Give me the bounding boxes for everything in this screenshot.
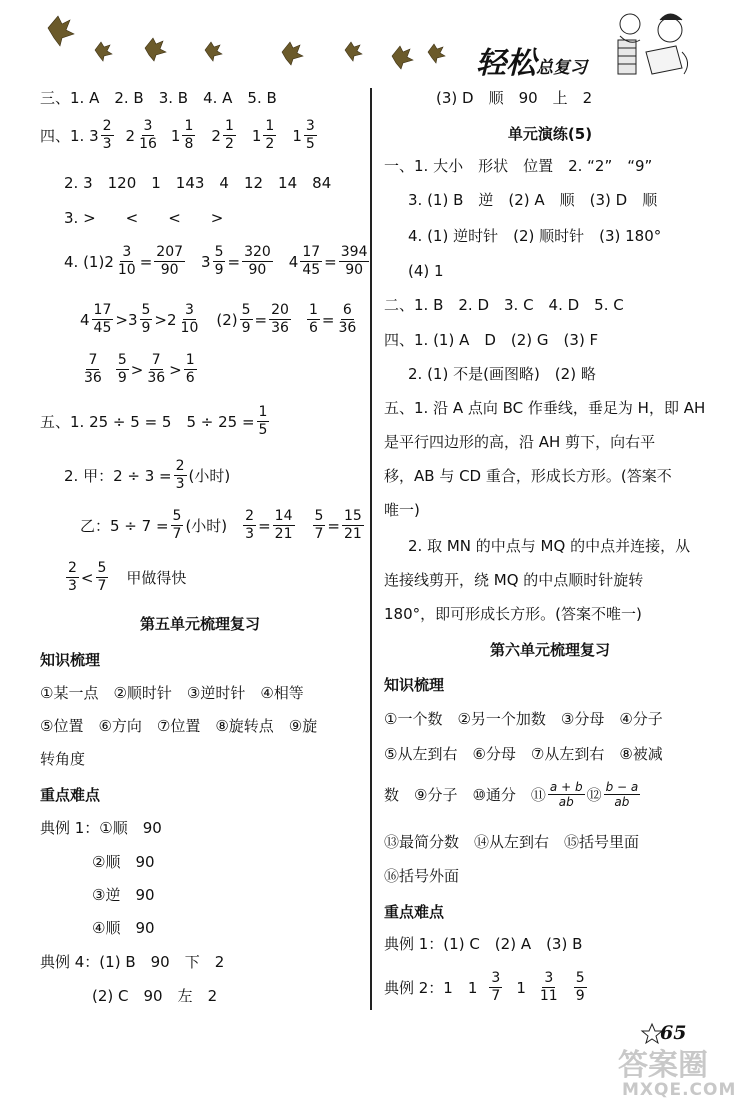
- fraction: $\frac{5}{9}$: [575, 970, 585, 1004]
- answer-line: 2. (1) 不是(画图略) (2) 略: [408, 365, 596, 383]
- knowledge-line: 数 ⑨分子 ⑩通分 ⑪ $\frac{a + b}{ab}$ ⑫ $\frac{b - a}{ab}$: [384, 780, 639, 809]
- answer-s4-4-order: $\frac{7}{36}$ $\frac{5}{9}$ > $\frac{7}{36}$ > $\frac{1}{6}$: [84, 352, 195, 386]
- answer-s4-1: 四、1. 3 $\frac{2}{3}$ 2 $\frac{3}{16}$ 1 $\frac{1}{8}$ 2 $\frac{1}{2}$ 1 $\frac{1}{2}$ 1 $\frac{3}{5}$: [40, 118, 315, 152]
- fraction: $\frac{20}{36}$: [271, 302, 289, 336]
- knowledge-line: ⑤位置 ⑥方向 ⑦位置 ⑧旋转点 ⑨旋: [40, 717, 318, 735]
- unit6-title: 第六单元梳理复习: [489, 641, 610, 659]
- brand-small: 总复习: [536, 58, 587, 78]
- knowledge-line: ①一个数 ②另一个加数 ③分母 ④分子: [384, 710, 663, 728]
- knowledge-line: 转角度: [40, 750, 86, 768]
- fraction: $\frac{1}{8}$: [184, 118, 194, 152]
- fraction: $\frac{5}{9}$: [214, 244, 224, 278]
- leaf-decoration: [0, 0, 750, 88]
- answer-s5-2: 2. 甲：2 ÷ 3 = $\frac{2}{3}$ (小时): [64, 458, 231, 492]
- column-divider: [370, 88, 372, 1010]
- answer-line: 3. (1) B 逆 (2) A 顺 (3) D 顺: [408, 191, 658, 209]
- answer-line: 一、1. 大小 形状 位置 2. “2” “9”: [384, 157, 653, 175]
- fraction: $\frac{3}{5}$: [305, 118, 315, 152]
- answer-s5-1: 五、1. 25 ÷ 5 = 5 5 ÷ 25 = $\frac{1}{5}$: [40, 404, 268, 438]
- fraction: $\frac{2}{3}$: [175, 458, 185, 492]
- answer-s5-3: $\frac{2}{3}$ < $\frac{5}{7}$ 甲做得快: [68, 560, 187, 594]
- fraction: $\frac{5}{9}$: [141, 302, 151, 336]
- answer-line: 是平行四边形的高，沿 AH 剪下，向右平: [384, 433, 656, 451]
- knowledge-line: ⑤从左到右 ⑥分母 ⑦从左到右 ⑧被减: [384, 745, 663, 763]
- answer-line: (4) 1: [408, 262, 444, 280]
- example-line: (2) C 90 左 2: [92, 987, 218, 1005]
- brand-big: 轻松: [476, 46, 536, 81]
- answer-s4-2: 2. 3 120 1 143 4 12 14 84: [64, 174, 332, 192]
- fraction: $\frac{1}{2}$: [224, 118, 234, 152]
- fraction: $\frac{3}{7}$: [491, 970, 501, 1004]
- knowledge-line: ⑬最简分数 ⑭从左到右 ⑮括号里面: [384, 833, 640, 851]
- key-points-heading: 重点难点: [384, 903, 445, 921]
- fraction: $\frac{2}{3}$: [68, 560, 77, 594]
- example-line: 典例 4：(1) B 90 下 2: [40, 953, 225, 971]
- leaf-icon: [205, 42, 222, 61]
- answer-line: 唯一): [384, 501, 420, 519]
- fraction: $\frac{17}{45}$: [302, 244, 321, 278]
- fraction: $\frac{3}{10}$: [117, 244, 136, 278]
- fraction: $\frac{15}{21}$: [344, 508, 362, 542]
- answer-line: 180°，即可形成长方形。(答案不唯一): [384, 605, 642, 623]
- knowledge-line: ①某一点 ②顺时针 ③逆时针 ④相等: [40, 684, 304, 702]
- fraction: $\frac{5}{7}$: [314, 508, 324, 542]
- answer-s3: 三、1. A 2. B 3. B 4. A 5. B: [40, 89, 277, 107]
- leaf-icon: [282, 42, 303, 65]
- answer-line: 连接线剪开，绕 MQ 的中点顺时针旋转: [384, 571, 644, 589]
- answer-s4-3: 3. > < < >: [64, 209, 224, 227]
- answer-s5-2b: 乙：5 ÷ 7 = $\frac{5}{7}$ (小时) $\frac{2}{3}$ = $\frac{14}{21}$ $\frac{5}{7}$ = $\frac{15}{21}$: [80, 508, 362, 542]
- example-line: 典例 1：(1) C (2) A (3) B: [384, 935, 583, 953]
- answer-line: 移，AB 与 CD 重合，形成长方形。(答案不: [384, 467, 672, 485]
- answer-line: 4. (1) 逆时针 (2) 顺时针 (3) 180°: [408, 227, 662, 245]
- answer-line: 四、1. (1) A D (2) G (3) F: [384, 331, 599, 349]
- answer-line: 二、1. B 2. D 3. C 4. D 5. C: [384, 296, 624, 314]
- example-line: ②顺 90: [92, 853, 155, 871]
- header-band: [0, 0, 750, 88]
- answer-s4-4: 4. (1) 2 $\frac{3}{10}$ = $\frac{207}{90}$ 3 $\frac{5}{9}$ = $\frac{320}{90}$ 4 $\frac{17}{45}$ = $\frac{394}{90}$: [64, 244, 368, 278]
- leaf-icon: [345, 42, 362, 61]
- fraction: $\frac{5}{9}$: [117, 352, 127, 386]
- knowledge-line: ⑯括号外面: [384, 867, 460, 885]
- watermark-text: 答案圈: [618, 1048, 708, 1083]
- fraction: $\frac{a + b}{ab}$: [549, 780, 583, 809]
- page-number: 65: [660, 1022, 687, 1044]
- example-line: ④顺 90: [92, 919, 155, 937]
- example-line: 典例 2：1 1 $\frac{3}{7}$ 1 $\frac{3}{11}$ $\frac{5}{9}$: [384, 970, 585, 1004]
- leaf-icon: [48, 16, 74, 46]
- leaf-icon: [392, 46, 413, 69]
- fraction: $\frac{320}{90}$: [244, 244, 271, 278]
- example-line: 典例 1：①顺 90: [40, 819, 162, 837]
- knowledge-heading: 知识梳理: [384, 676, 445, 694]
- answer-s4-4-compare: 4 $\frac{17}{45}$ > 3 $\frac{5}{9}$ > 2 $\frac{3}{10}$ (2) $\frac{5}{9}$ = $\frac{20}{36}$ $\frac{1}{6}$ = $\frac{6}{36}$: [80, 302, 357, 336]
- fraction: $\frac{2}{3}$: [245, 508, 255, 542]
- fraction: $\frac{1}{6}$: [185, 352, 195, 386]
- fraction: $\frac{2}{3}$: [102, 118, 112, 152]
- fraction: $\frac{3}{10}$: [180, 302, 199, 336]
- fraction: $\frac{b - a}{ab}$: [605, 780, 639, 809]
- children-reading-illustration: [618, 14, 688, 74]
- watermark-url: MXQE.COM: [622, 1080, 737, 1100]
- answer-line: (3) D 顺 90 上 2: [436, 89, 593, 107]
- fraction: $\frac{1}{2}$: [265, 118, 275, 152]
- fraction: $\frac{1}{6}$: [308, 302, 318, 336]
- fraction: $\frac{7}{36}$: [147, 352, 166, 386]
- brand-logo: [476, 38, 587, 82]
- drill-title: 单元演练(5): [507, 125, 593, 143]
- key-points-heading: 重点难点: [40, 786, 101, 804]
- fraction: $\frac{14}{21}$: [274, 508, 293, 542]
- fraction: $\frac{6}{36}$: [338, 302, 357, 336]
- unit5-title: 第五单元梳理复习: [139, 615, 260, 633]
- fraction: $\frac{17}{45}$: [93, 302, 112, 336]
- knowledge-heading: 知识梳理: [40, 651, 101, 669]
- fraction: $\frac{5}{7}$: [172, 508, 182, 542]
- fraction: $\frac{394}{90}$: [340, 244, 368, 278]
- example-line: ③逆 90: [92, 886, 155, 904]
- fraction: $\frac{207}{90}$: [156, 244, 184, 278]
- answer-line: 五、1. 沿 A 点向 BC 作垂线，垂足为 H，即 AH: [384, 399, 706, 417]
- fraction: $\frac{7}{36}$: [84, 352, 102, 386]
- fraction: $\frac{3}{16}$: [139, 118, 157, 152]
- fraction: $\frac{3}{11}$: [539, 970, 558, 1004]
- fraction: $\frac{5}{9}$: [241, 302, 251, 336]
- answer-line: 2. 取 MN 的中点与 MQ 的中点并连接，从: [408, 537, 691, 555]
- leaf-icon: [428, 44, 445, 63]
- leaf-icon: [95, 42, 112, 61]
- leaf-icon: [145, 38, 166, 61]
- fraction: $\frac{5}{7}$: [97, 560, 107, 594]
- fraction: $\frac{1}{5}$: [258, 404, 268, 438]
